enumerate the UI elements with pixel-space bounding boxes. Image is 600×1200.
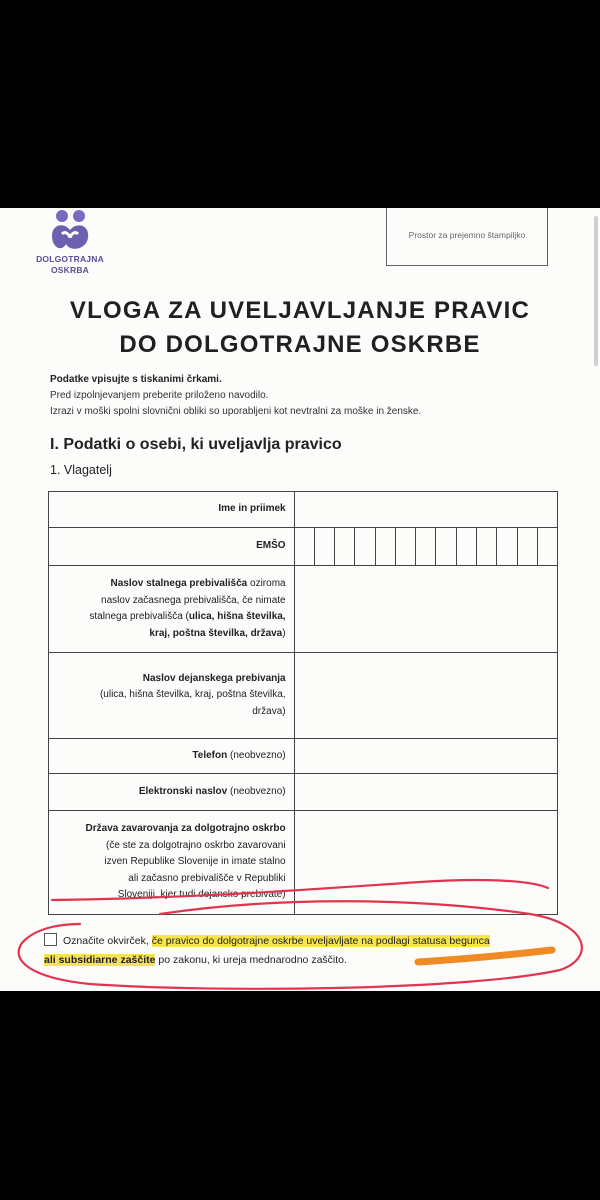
emso-cell[interactable] <box>538 528 557 565</box>
document-page <box>0 208 600 991</box>
title-line-1: VLOGA ZA UVELJAVLJANJE PRAVIC <box>69 297 531 324</box>
input-email[interactable] <box>294 774 557 811</box>
row-insurance-country <box>49 811 558 915</box>
instruction-bold: Podatke vpisujte s tiskanimi črkami. <box>50 374 222 385</box>
logo-line-1: DOLGOTRAJNA <box>36 254 104 264</box>
emso-cell[interactable] <box>376 528 396 565</box>
label-email: Elektronski naslov (neobvezno) <box>49 774 295 811</box>
label-phone: Telefon (neobvezno) <box>49 739 295 774</box>
input-permanent-address[interactable] <box>294 566 557 653</box>
checkbox-text-bold: ali subsidiarne zaščite <box>44 954 156 966</box>
row-phone <box>49 739 558 774</box>
applicant-form-table <box>48 491 558 915</box>
label-name: Ime in priimek <box>49 492 295 528</box>
stamp-label: Prostor za prejemno štampiljko <box>408 230 526 240</box>
emso-cell[interactable] <box>315 528 335 565</box>
page-title <box>40 294 560 362</box>
input-insurance-country[interactable] <box>294 811 557 915</box>
title-line-2: DO DOLGOTRAJNE OSKRBE <box>119 331 481 358</box>
row-name <box>49 492 558 528</box>
input-emso[interactable] <box>294 528 557 566</box>
instruction-line-2: Pred izpolnjevanjem preberite priloženo navodilo. <box>50 390 269 401</box>
emso-cell[interactable] <box>396 528 416 565</box>
stamp-box <box>386 208 548 266</box>
input-phone[interactable] <box>294 739 557 774</box>
label-emso: EMŠO <box>49 528 295 566</box>
row-permanent-address <box>49 566 558 653</box>
scrollbar[interactable] <box>594 216 598 366</box>
logo-line-2: OSKRBA <box>50 265 90 275</box>
row-actual-address <box>49 653 558 739</box>
emso-cell[interactable] <box>295 528 315 565</box>
input-actual-address[interactable] <box>294 653 557 739</box>
label-insurance-country: Država zavarovanja za dolgotrajno oskrbo (če ste za dolgotrajno oskrbo zavarovani izven Republike Slovenije in imate stalno ali začasno prebivališče v Republiki Sloveniji, kjer tudi dejansko prebivate) <box>49 811 295 915</box>
emso-cell[interactable] <box>497 528 517 565</box>
logo-text <box>34 254 106 276</box>
emso-cell[interactable] <box>518 528 538 565</box>
row-emso <box>49 528 558 566</box>
row-email <box>49 774 558 811</box>
section-title: I. Podatki o osebi, ki uveljavlja pravico <box>50 436 342 453</box>
emso-cell[interactable] <box>477 528 497 565</box>
emso-cell[interactable] <box>436 528 456 565</box>
input-name[interactable] <box>294 492 557 528</box>
subsection-title: 1. Vlagatelj <box>50 463 112 477</box>
emso-cell[interactable] <box>335 528 355 565</box>
emso-cell[interactable] <box>355 528 375 565</box>
label-actual-address: Naslov dejanskega prebivanja (ulica, hišna številka, kraj, poštna številka, država) <box>49 653 295 739</box>
label-permanent-address: Naslov stalnega prebivališča oziroma naslov začasnega prebivališča, če nimate stalnega prebivališča (ulica, hišna številka, kraj, poštna številka, država) <box>49 566 295 653</box>
refugee-checkbox[interactable] <box>44 933 57 946</box>
checkbox-text-1: Označite okvirček <box>63 935 146 947</box>
refugee-checkbox-row <box>44 932 564 970</box>
emso-cell[interactable] <box>457 528 477 565</box>
checkbox-text-2: , <box>145 935 152 947</box>
instruction-line-3: Izrazi v moški spolni slovnični obliki so uporabljeni kot nevtralni za moške in ženske. <box>50 406 422 417</box>
checkbox-text-5: po zakonu, ki ureja mednarodno zaščito. <box>155 954 347 966</box>
instructions <box>50 372 421 420</box>
checkbox-text-highlighted: če pravico do dolgotrajne oskrbe uveljavljate na podlagi statusa begunca <box>151 935 490 947</box>
emso-cell[interactable] <box>416 528 436 565</box>
